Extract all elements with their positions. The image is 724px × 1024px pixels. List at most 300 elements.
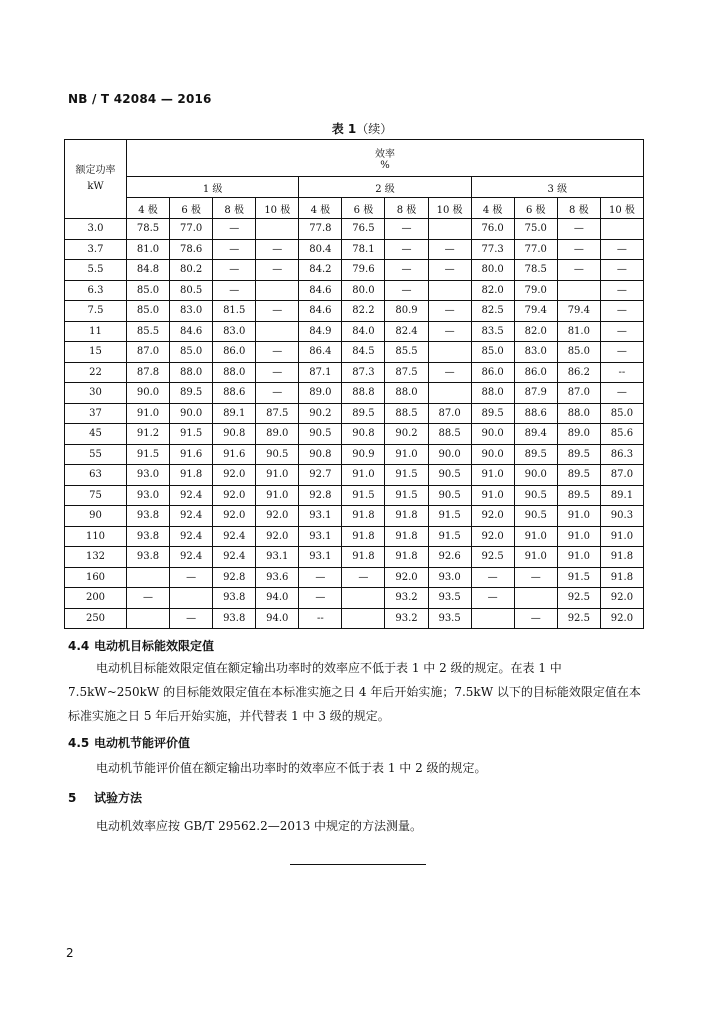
efficiency-cell: 92.5	[557, 608, 600, 629]
pole-header-row	[65, 198, 644, 219]
table-row	[65, 526, 644, 547]
section-title: 电动机目标能效限定值	[94, 639, 215, 653]
efficiency-cell: 83.0	[170, 301, 213, 322]
efficiency-cell: 92.0	[471, 526, 514, 547]
efficiency-cell: 91.0	[256, 465, 299, 486]
efficiency-cell: 91.0	[385, 444, 428, 465]
efficiency-cell: 93.1	[299, 526, 342, 547]
efficiency-cell: 89.5	[557, 485, 600, 506]
efficiency-cell: 84.2	[299, 260, 342, 281]
efficiency-cell: 90.0	[471, 424, 514, 445]
standard-code: NB / T 42084 — 2016	[68, 92, 212, 106]
efficiency-cell: 78.1	[342, 239, 385, 260]
efficiency-cell: 90.9	[342, 444, 385, 465]
efficiency-cell: —	[385, 280, 428, 301]
efficiency-cell: 93.1	[256, 547, 299, 568]
efficiency-cell	[127, 608, 170, 629]
efficiency-cell	[342, 588, 385, 609]
efficiency-cell	[342, 608, 385, 629]
efficiency-cell: 85.5	[127, 321, 170, 342]
efficiency-cell: —	[385, 239, 428, 260]
efficiency-cell: 91.8	[600, 567, 643, 588]
efficiency-cell: 91.8	[342, 526, 385, 547]
section-4-4-heading	[68, 637, 214, 654]
table-row	[65, 465, 644, 486]
table-row	[65, 362, 644, 383]
efficiency-cell: 84.9	[299, 321, 342, 342]
efficiency-cell: 92.5	[557, 588, 600, 609]
efficiency-cell: 93.8	[127, 526, 170, 547]
grade-header: 1 级	[127, 177, 299, 198]
efficiency-cell: 91.0	[557, 526, 600, 547]
section-5-body: 电动机效率应按 GB/T 29562.2—2013 中规定的方法测量。	[96, 819, 423, 833]
efficiency-cell: 87.0	[428, 403, 471, 424]
efficiency-cell: 92.0	[213, 485, 256, 506]
efficiency-cell: 90.8	[299, 444, 342, 465]
efficiency-cell: 86.0	[471, 362, 514, 383]
table-row	[65, 403, 644, 424]
efficiency-cell: 92.0	[600, 608, 643, 629]
efficiency-cell: —	[342, 567, 385, 588]
efficiency-cell: —	[256, 260, 299, 281]
efficiency-cell: --	[600, 362, 643, 383]
pole-header: 4 极	[471, 198, 514, 219]
efficiency-cell: —	[299, 567, 342, 588]
efficiency-cell: 91.5	[342, 485, 385, 506]
efficiency-cell: 84.5	[342, 342, 385, 363]
efficiency-cell: 92.4	[170, 485, 213, 506]
efficiency-cell: 90.0	[514, 465, 557, 486]
efficiency-cell: 90.0	[170, 403, 213, 424]
efficiency-cell: 91.8	[170, 465, 213, 486]
efficiency-cell	[600, 219, 643, 240]
efficiency-cell: 89.5	[557, 465, 600, 486]
efficiency-cell: —	[471, 567, 514, 588]
pole-header: 8 极	[385, 198, 428, 219]
table-row	[65, 444, 644, 465]
efficiency-cell: 80.9	[385, 301, 428, 322]
table-row	[65, 506, 644, 527]
rated-power-cell: 90	[65, 506, 127, 527]
efficiency-cell: 80.0	[471, 260, 514, 281]
efficiency-cell: 87.5	[256, 403, 299, 424]
table-row	[65, 301, 644, 322]
efficiency-cell: 83.5	[471, 321, 514, 342]
efficiency-cell: 84.8	[127, 260, 170, 281]
section-number: 5	[68, 791, 77, 805]
pole-header: 6 极	[170, 198, 213, 219]
efficiency-cell: —	[256, 383, 299, 404]
efficiency-cell: 84.0	[342, 321, 385, 342]
efficiency-cell: 93.0	[127, 485, 170, 506]
pole-header: 4 极	[127, 198, 170, 219]
rated-power-cell: 6.3	[65, 280, 127, 301]
efficiency-cell: 90.8	[342, 424, 385, 445]
efficiency-cell: 85.0	[127, 301, 170, 322]
pole-header: 4 极	[299, 198, 342, 219]
efficiency-cell: 94.0	[256, 588, 299, 609]
grade-header: 2 级	[299, 177, 471, 198]
efficiency-header	[127, 140, 644, 177]
rated-power-cell: 3.0	[65, 219, 127, 240]
efficiency-cell: —	[428, 239, 471, 260]
efficiency-cell: 91.5	[385, 485, 428, 506]
efficiency-cell: 76.0	[471, 219, 514, 240]
efficiency-cell: 90.2	[299, 403, 342, 424]
efficiency-cell: 92.0	[256, 526, 299, 547]
efficiency-cell: 92.4	[170, 526, 213, 547]
efficiency-cell: —	[600, 342, 643, 363]
efficiency-cell: —	[256, 362, 299, 383]
rated-power-cell: 15	[65, 342, 127, 363]
efficiency-cell: 85.0	[127, 280, 170, 301]
table-caption	[0, 120, 724, 137]
efficiency-cell: 91.8	[342, 547, 385, 568]
efficiency-cell: 90.5	[299, 424, 342, 445]
section-number: 4.5	[68, 736, 90, 750]
efficiency-cell: 90.0	[471, 444, 514, 465]
efficiency-cell: 91.0	[127, 403, 170, 424]
efficiency-cell: —	[471, 588, 514, 609]
efficiency-cell: —	[170, 608, 213, 629]
rated-power-label: 额定功率	[75, 165, 116, 176]
efficiency-cell: 90.2	[385, 424, 428, 445]
efficiency-cell: 93.1	[299, 506, 342, 527]
efficiency-cell: —	[213, 280, 256, 301]
efficiency-cell	[256, 280, 299, 301]
efficiency-cell: 84.6	[299, 280, 342, 301]
efficiency-cell: 78.5	[514, 260, 557, 281]
efficiency-table-body	[65, 219, 644, 629]
table-caption-continued: （续）	[356, 122, 393, 136]
efficiency-cell: 88.6	[514, 403, 557, 424]
efficiency-cell: --	[299, 608, 342, 629]
efficiency-cell: 87.5	[385, 362, 428, 383]
efficiency-cell: —	[514, 608, 557, 629]
efficiency-cell: 91.8	[385, 547, 428, 568]
table-row	[65, 588, 644, 609]
efficiency-cell: 85.0	[471, 342, 514, 363]
efficiency-cell: 92.4	[170, 506, 213, 527]
efficiency-cell: 79.6	[342, 260, 385, 281]
efficiency-cell: 79.4	[514, 301, 557, 322]
section-4-4-body: 电动机目标能效限定值在额定输出功率时的效率应不低于表 1 中 2 级的规定。在表 1 中 7.5kW~250kW 的目标能效限定值在本标准实施之日 4 年后开始实施；7.5kW 以下的目标能效限定值在本标准实施之日 5 年后开始实施，并代替表 1 中 3 级的规定。	[68, 661, 641, 723]
efficiency-cell: 91.0	[256, 485, 299, 506]
table-row	[65, 485, 644, 506]
efficiency-cell: 92.4	[170, 547, 213, 568]
rated-power-cell: 7.5	[65, 301, 127, 322]
efficiency-cell	[170, 588, 213, 609]
efficiency-cell: 90.0	[127, 383, 170, 404]
efficiency-cell: 85.6	[600, 424, 643, 445]
grade-header-row	[65, 177, 644, 198]
efficiency-cell: 89.0	[299, 383, 342, 404]
efficiency-cell: 92.0	[471, 506, 514, 527]
efficiency-cell: 88.0	[471, 383, 514, 404]
efficiency-cell: 89.0	[256, 424, 299, 445]
rated-power-header	[65, 140, 127, 219]
efficiency-cell: 92.0	[600, 588, 643, 609]
pole-header: 8 极	[213, 198, 256, 219]
rated-power-cell: 45	[65, 424, 127, 445]
efficiency-cell: 90.5	[514, 506, 557, 527]
efficiency-cell: 92.5	[471, 547, 514, 568]
efficiency-cell: —	[557, 239, 600, 260]
pole-header: 6 极	[342, 198, 385, 219]
efficiency-cell: 92.8	[213, 567, 256, 588]
efficiency-cell: 93.6	[256, 567, 299, 588]
section-title: 试验方法	[94, 791, 143, 805]
efficiency-cell: 92.4	[213, 526, 256, 547]
efficiency-cell: 79.4	[557, 301, 600, 322]
efficiency-cell: 87.9	[514, 383, 557, 404]
efficiency-cell: 82.2	[342, 301, 385, 322]
efficiency-cell: 81.0	[127, 239, 170, 260]
efficiency-cell: 91.0	[514, 547, 557, 568]
rated-power-cell: 250	[65, 608, 127, 629]
efficiency-cell: 87.0	[127, 342, 170, 363]
rated-power-cell: 55	[65, 444, 127, 465]
efficiency-cell: 81.0	[557, 321, 600, 342]
efficiency-cell: 91.5	[428, 526, 471, 547]
efficiency-cell: 81.5	[213, 301, 256, 322]
efficiency-cell: 76.5	[342, 219, 385, 240]
efficiency-cell: 89.5	[557, 444, 600, 465]
efficiency-cell: —	[600, 321, 643, 342]
efficiency-cell	[428, 383, 471, 404]
efficiency-cell: 79.0	[514, 280, 557, 301]
efficiency-cell: 91.0	[471, 465, 514, 486]
efficiency-cell: 91.5	[170, 424, 213, 445]
rated-power-cell: 11	[65, 321, 127, 342]
efficiency-cell: 93.8	[127, 506, 170, 527]
efficiency-cell: —	[557, 219, 600, 240]
rated-power-cell: 30	[65, 383, 127, 404]
table-row	[65, 219, 644, 240]
efficiency-cell: 86.0	[213, 342, 256, 363]
section-4-5-body: 电动机节能评价值在额定输出功率时的效率应不低于表 1 中 2 级的规定。	[96, 761, 487, 775]
rated-power-cell: 37	[65, 403, 127, 424]
efficiency-cell: 93.0	[428, 567, 471, 588]
efficiency-cell: 86.4	[299, 342, 342, 363]
efficiency-cell: —	[127, 588, 170, 609]
efficiency-cell: 90.5	[256, 444, 299, 465]
efficiency-cell: —	[256, 239, 299, 260]
rated-power-cell: 63	[65, 465, 127, 486]
efficiency-cell: 91.0	[557, 506, 600, 527]
grade-header: 3 级	[471, 177, 643, 198]
efficiency-cell: 83.0	[213, 321, 256, 342]
efficiency-cell: 88.5	[428, 424, 471, 445]
efficiency-cell: —	[600, 383, 643, 404]
page-number: 2	[66, 946, 74, 960]
efficiency-cell: 86.3	[600, 444, 643, 465]
efficiency-cell: 80.5	[170, 280, 213, 301]
efficiency-cell: 89.5	[170, 383, 213, 404]
efficiency-cell: 93.2	[385, 588, 428, 609]
efficiency-cell: 80.2	[170, 260, 213, 281]
efficiency-cell: 89.0	[557, 424, 600, 445]
table-row	[65, 608, 644, 629]
efficiency-cell: 93.2	[385, 608, 428, 629]
efficiency-cell: 85.0	[557, 342, 600, 363]
efficiency-cell: 93.5	[428, 588, 471, 609]
efficiency-cell	[428, 280, 471, 301]
efficiency-cell: 78.5	[127, 219, 170, 240]
efficiency-cell: 92.0	[213, 506, 256, 527]
efficiency-cell: 85.5	[385, 342, 428, 363]
table-row	[65, 321, 644, 342]
table-row	[65, 424, 644, 445]
efficiency-cell: 89.1	[213, 403, 256, 424]
efficiency-cell: 92.6	[428, 547, 471, 568]
efficiency-cell: —	[170, 567, 213, 588]
efficiency-cell: —	[428, 362, 471, 383]
efficiency-cell: 91.0	[471, 485, 514, 506]
efficiency-cell: 90.3	[600, 506, 643, 527]
efficiency-cell: —	[256, 301, 299, 322]
efficiency-cell: 84.6	[170, 321, 213, 342]
section-title: 电动机节能评价值	[94, 736, 191, 750]
efficiency-cell: 77.0	[170, 219, 213, 240]
efficiency-cell: 91.0	[342, 465, 385, 486]
efficiency-cell: 88.0	[385, 383, 428, 404]
efficiency-cell: 91.0	[514, 526, 557, 547]
efficiency-cell: —	[514, 567, 557, 588]
table-row	[65, 239, 644, 260]
efficiency-table	[64, 139, 644, 629]
efficiency-cell: —	[428, 260, 471, 281]
efficiency-cell: 78.6	[170, 239, 213, 260]
efficiency-cell	[471, 608, 514, 629]
efficiency-cell: 82.0	[514, 321, 557, 342]
efficiency-cell: 90.5	[514, 485, 557, 506]
pole-header: 10 极	[600, 198, 643, 219]
efficiency-cell: —	[600, 301, 643, 322]
efficiency-cell: 83.0	[514, 342, 557, 363]
rated-power-cell: 110	[65, 526, 127, 547]
efficiency-cell: —	[256, 342, 299, 363]
rated-power-cell: 22	[65, 362, 127, 383]
efficiency-cell: —	[600, 239, 643, 260]
rated-power-cell: 132	[65, 547, 127, 568]
efficiency-cell: 89.5	[342, 403, 385, 424]
efficiency-cell: 92.0	[213, 465, 256, 486]
pole-header: 10 极	[256, 198, 299, 219]
efficiency-cell: 82.0	[471, 280, 514, 301]
rated-power-cell: 160	[65, 567, 127, 588]
efficiency-cell: 91.0	[600, 526, 643, 547]
efficiency-cell: 92.0	[256, 506, 299, 527]
table-row	[65, 547, 644, 568]
efficiency-cell: —	[299, 588, 342, 609]
efficiency-cell: 87.1	[299, 362, 342, 383]
table-row	[65, 383, 644, 404]
efficiency-cell: 75.0	[514, 219, 557, 240]
efficiency-cell: —	[213, 239, 256, 260]
efficiency-cell: 89.4	[514, 424, 557, 445]
efficiency-cell: 93.1	[299, 547, 342, 568]
efficiency-cell: 84.6	[299, 301, 342, 322]
efficiency-cell: 89.5	[471, 403, 514, 424]
efficiency-cell	[428, 342, 471, 363]
efficiency-cell: 85.0	[600, 403, 643, 424]
efficiency-cell	[256, 219, 299, 240]
efficiency-cell: 94.0	[256, 608, 299, 629]
efficiency-cell: 93.0	[127, 465, 170, 486]
efficiency-cell: 91.5	[127, 444, 170, 465]
efficiency-cell: 89.1	[600, 485, 643, 506]
rated-power-cell: 3.7	[65, 239, 127, 260]
efficiency-cell: 85.0	[170, 342, 213, 363]
efficiency-cell: 91.8	[342, 506, 385, 527]
efficiency-cell: 86.2	[557, 362, 600, 383]
section-number: 4.4	[68, 639, 90, 653]
table-caption-label: 表 1	[331, 122, 357, 136]
efficiency-cell: 88.0	[213, 362, 256, 383]
efficiency-cell: 88.5	[385, 403, 428, 424]
efficiency-cell: 77.0	[514, 239, 557, 260]
efficiency-label: 效率	[375, 149, 395, 160]
efficiency-cell: 91.0	[557, 547, 600, 568]
pole-header: 6 极	[514, 198, 557, 219]
table-row	[65, 260, 644, 281]
efficiency-cell: 92.7	[299, 465, 342, 486]
efficiency-cell: —	[385, 260, 428, 281]
efficiency-cell: —	[213, 260, 256, 281]
pole-header: 8 极	[557, 198, 600, 219]
efficiency-cell: 93.5	[428, 608, 471, 629]
table-row	[65, 280, 644, 301]
table-row	[65, 567, 644, 588]
table-row	[65, 342, 644, 363]
efficiency-cell: 88.0	[557, 403, 600, 424]
efficiency-cell: 93.8	[213, 608, 256, 629]
efficiency-cell: 87.8	[127, 362, 170, 383]
efficiency-cell: 86.0	[514, 362, 557, 383]
rated-power-cell: 75	[65, 485, 127, 506]
efficiency-cell: —	[213, 219, 256, 240]
efficiency-cell: 91.8	[600, 547, 643, 568]
efficiency-cell	[514, 588, 557, 609]
pole-header: 10 极	[428, 198, 471, 219]
efficiency-cell: 93.8	[127, 547, 170, 568]
efficiency-cell: —	[385, 219, 428, 240]
efficiency-cell: 90.5	[428, 485, 471, 506]
efficiency-cell: 90.0	[428, 444, 471, 465]
efficiency-cell: —	[600, 260, 643, 281]
efficiency-cell: 77.8	[299, 219, 342, 240]
efficiency-cell: 91.8	[385, 526, 428, 547]
efficiency-cell: 82.5	[471, 301, 514, 322]
efficiency-cell: 88.6	[213, 383, 256, 404]
section-4-5-heading	[68, 734, 190, 751]
efficiency-cell: 90.8	[213, 424, 256, 445]
efficiency-cell: 91.6	[213, 444, 256, 465]
efficiency-cell: 93.8	[213, 588, 256, 609]
efficiency-cell: 92.8	[299, 485, 342, 506]
efficiency-cell: —	[557, 260, 600, 281]
efficiency-cell: 87.3	[342, 362, 385, 383]
efficiency-cell: 77.3	[471, 239, 514, 260]
rated-power-unit: kW	[87, 181, 104, 192]
efficiency-cell: —	[600, 280, 643, 301]
rated-power-cell: 5.5	[65, 260, 127, 281]
efficiency-unit: %	[380, 160, 390, 171]
section-5-heading	[68, 789, 142, 806]
efficiency-cell	[256, 321, 299, 342]
efficiency-cell: 89.5	[514, 444, 557, 465]
